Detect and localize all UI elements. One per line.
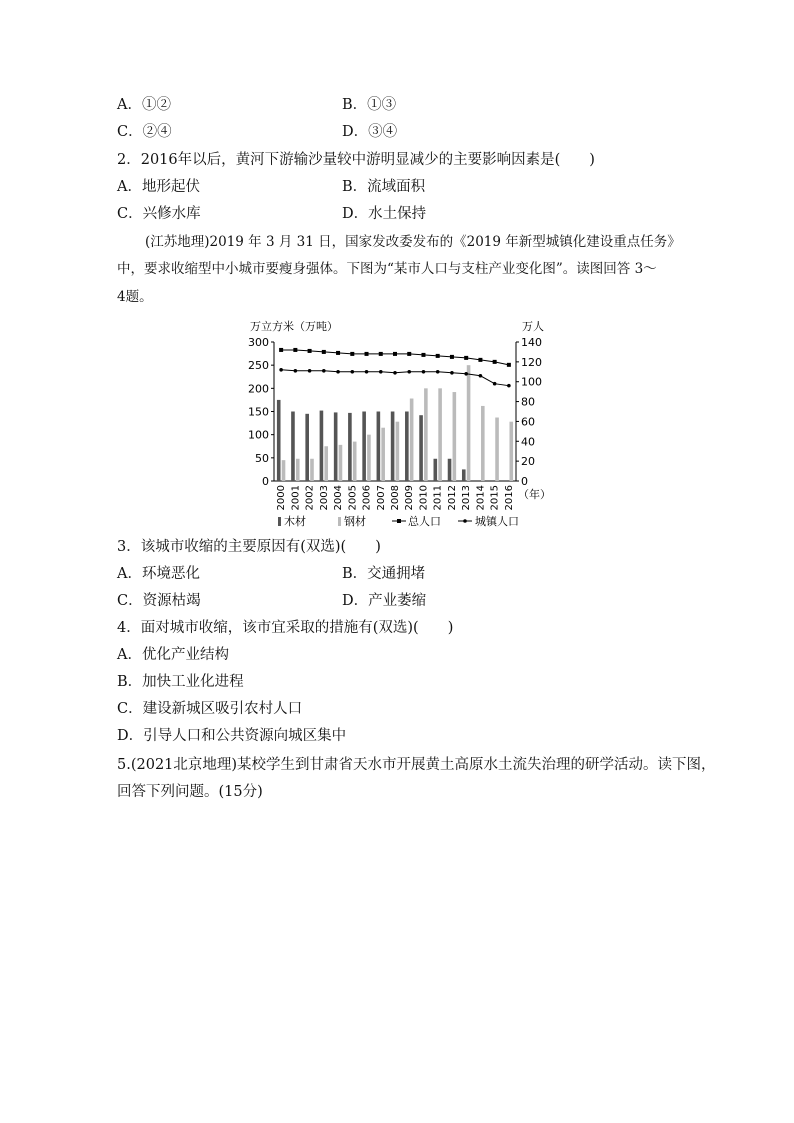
year-tick-label: 2015 <box>489 485 501 511</box>
bar-steel <box>481 406 485 481</box>
point-total-population <box>293 348 297 352</box>
q2-option-d: D．水土保持 <box>342 206 427 222</box>
chart-svg <box>240 314 570 532</box>
left-tick-label: 0 <box>262 475 269 488</box>
point-urban-population <box>479 374 483 378</box>
bar-steel <box>353 442 357 481</box>
point-total-population <box>507 363 511 367</box>
point-total-population <box>493 360 497 364</box>
right-tick-label: 60 <box>521 415 535 429</box>
left-axis-label: 万立方米（万吨） <box>250 320 338 333</box>
bar-steel <box>367 435 371 481</box>
q5-line-1: 5.(2021北京地理)某校学生到甘肃省天水市开展黄土高原水土流失治理的研学活动。读下图， <box>117 757 716 773</box>
bar-steel <box>509 422 513 481</box>
year-unit-label: （年） <box>518 488 551 501</box>
bar-steel <box>453 392 457 481</box>
q2-option-row-1 <box>117 177 426 197</box>
point-urban-population <box>450 371 454 375</box>
q2-option-a: A．地形起伏 <box>117 179 200 195</box>
legend-swatch-steel <box>338 517 341 526</box>
q5-line-2: 回答下列问题。(15分) <box>117 784 263 800</box>
left-tick-label: 100 <box>248 428 269 442</box>
year-tick-label: 2012 <box>446 485 458 511</box>
point-urban-population <box>279 368 283 372</box>
bar-steel <box>310 459 314 481</box>
bar-steel <box>282 460 286 481</box>
legend-label-total-population: 总人口 <box>408 515 441 528</box>
legend-label-urban-population: 城镇人口 <box>475 515 519 528</box>
bar-steel <box>424 388 428 481</box>
q2-stem: 2．2016年以后，黄河下游输沙量较中游明显减少的主要影响因素是( ) <box>117 152 595 168</box>
point-total-population <box>350 352 354 356</box>
point-urban-population <box>393 371 397 375</box>
intro-line-3: 4题。 <box>117 289 153 305</box>
legend-label-wood: 木材 <box>284 515 306 528</box>
intro-line-1: (江苏地理)2019 年 3 月 31 日，国家发改委发布的《2019 年新型城镇化建设重点任务》 <box>145 234 681 250</box>
q4-stem: 4．面对城市收缩，该市宜采取的措施有(双选)( ) <box>117 620 454 636</box>
left-tick-label: 50 <box>255 451 269 465</box>
q3-option-row-2 <box>117 591 427 611</box>
point-urban-population <box>294 369 298 373</box>
year-tick-label: 2008 <box>390 485 401 511</box>
point-total-population <box>407 352 411 356</box>
point-total-population <box>322 350 326 354</box>
right-tick-label: 100 <box>521 375 542 389</box>
legend-label-steel: 钢材 <box>344 515 366 528</box>
bar-wood <box>348 413 352 481</box>
year-tick-label: 2004 <box>333 485 345 511</box>
year-tick-label: 2011 <box>432 485 444 511</box>
bar-steel <box>296 459 300 481</box>
year-tick-label: 2009 <box>404 485 416 511</box>
legend-marker-total-population <box>397 519 401 523</box>
point-total-population <box>336 351 340 355</box>
point-urban-population <box>493 382 497 386</box>
bar-wood <box>320 411 324 481</box>
left-tick-label: 300 <box>248 336 269 349</box>
q1-option-b: B．①③ <box>342 97 397 113</box>
left-tick-label: 250 <box>248 359 269 373</box>
bar-wood <box>277 400 281 481</box>
point-urban-population <box>365 370 369 374</box>
point-total-population <box>464 356 468 360</box>
point-urban-population <box>336 370 340 374</box>
bar-wood <box>419 415 423 481</box>
bar-wood <box>362 412 366 482</box>
q4-option-b: B．加快工业化进程 <box>117 674 244 690</box>
point-urban-population <box>407 370 411 374</box>
year-tick-label: 2000 <box>276 485 288 511</box>
q4-option-d: D．引导人口和公共资源向城区集中 <box>117 728 347 744</box>
point-urban-population <box>322 369 326 373</box>
point-urban-population <box>379 370 383 374</box>
bar-steel <box>381 428 385 481</box>
bar-wood <box>448 459 452 481</box>
point-total-population <box>279 348 283 352</box>
year-tick-label: 2006 <box>361 485 373 511</box>
point-urban-population <box>422 370 426 374</box>
bar-wood <box>405 412 409 482</box>
year-tick-label: 2013 <box>461 485 473 511</box>
legend-swatch-wood <box>278 517 281 526</box>
bar-wood <box>377 412 381 482</box>
point-total-population <box>421 353 425 357</box>
q2-option-c: C．兴修水库 <box>117 206 201 222</box>
bar-wood <box>305 414 309 481</box>
population-industry-chart <box>240 314 570 532</box>
bar-wood <box>391 412 395 482</box>
bar-steel <box>495 418 499 481</box>
point-total-population <box>379 352 383 356</box>
q3-stem: 3．该城市收缩的主要原因有(双选)( ) <box>117 539 381 555</box>
point-urban-population <box>464 372 468 376</box>
right-tick-label: 40 <box>521 435 535 449</box>
point-urban-population <box>350 370 354 374</box>
right-tick-label: 80 <box>521 395 535 409</box>
right-tick-label: 20 <box>521 455 535 469</box>
point-urban-population <box>436 370 440 374</box>
intro-line-2: 中，要求收缩型中小城市要瘦身强体。下图为“某市人口与支柱产业变化图”。读图回答 3～ <box>117 261 657 277</box>
bar-wood <box>434 459 438 481</box>
year-tick-label: 2005 <box>347 485 359 511</box>
bar-steel <box>438 388 442 481</box>
point-total-population <box>436 354 440 358</box>
year-tick-label: 2003 <box>318 485 330 511</box>
q2-option-row-2 <box>117 204 427 224</box>
point-total-population <box>478 358 482 362</box>
year-tick-label: 2010 <box>418 485 430 511</box>
right-axis-label: 万人 <box>522 320 544 333</box>
point-total-population <box>450 355 454 359</box>
legend-marker-urban-population <box>463 519 467 523</box>
right-tick-label: 0 <box>521 475 528 488</box>
q3-option-b: B．交通拥堵 <box>342 566 426 582</box>
q1-option-d: D．③④ <box>342 124 398 140</box>
q3-option-d: D．产业萎缩 <box>342 593 427 609</box>
q1-option-c: C．②④ <box>117 124 172 140</box>
point-total-population <box>308 349 312 353</box>
bar-steel <box>324 446 328 481</box>
q3-option-row-1 <box>117 564 426 584</box>
bar-steel <box>410 399 414 481</box>
q3-option-a: A．环境恶化 <box>117 566 200 582</box>
q3-option-c: C．资源枯竭 <box>117 593 201 609</box>
left-tick-label: 150 <box>248 405 269 419</box>
q4-option-c: C．建设新城区吸引农村人口 <box>117 701 303 717</box>
q4-option-a: A．优化产业结构 <box>117 647 229 663</box>
point-total-population <box>393 352 397 356</box>
bar-wood <box>462 469 466 481</box>
year-tick-label: 2007 <box>375 485 387 511</box>
right-tick-label: 120 <box>521 355 542 369</box>
right-tick-label: 140 <box>521 336 542 349</box>
year-tick-label: 2001 <box>290 485 302 511</box>
bar-steel <box>339 445 343 481</box>
year-tick-label: 2002 <box>304 485 316 511</box>
year-tick-label: 2016 <box>503 485 515 511</box>
bar-steel <box>467 365 471 481</box>
q1-option-row-1 <box>117 95 397 115</box>
point-urban-population <box>308 369 312 373</box>
point-total-population <box>365 352 369 356</box>
q2-option-b: B．流域面积 <box>342 179 426 195</box>
q1-option-row-2 <box>117 122 398 142</box>
bar-wood <box>291 412 295 482</box>
point-urban-population <box>507 384 511 388</box>
bar-steel <box>396 422 400 481</box>
q1-option-a: A．①② <box>117 97 171 113</box>
bar-wood <box>334 412 338 481</box>
year-tick-label: 2014 <box>475 485 487 511</box>
left-tick-label: 200 <box>248 382 269 396</box>
